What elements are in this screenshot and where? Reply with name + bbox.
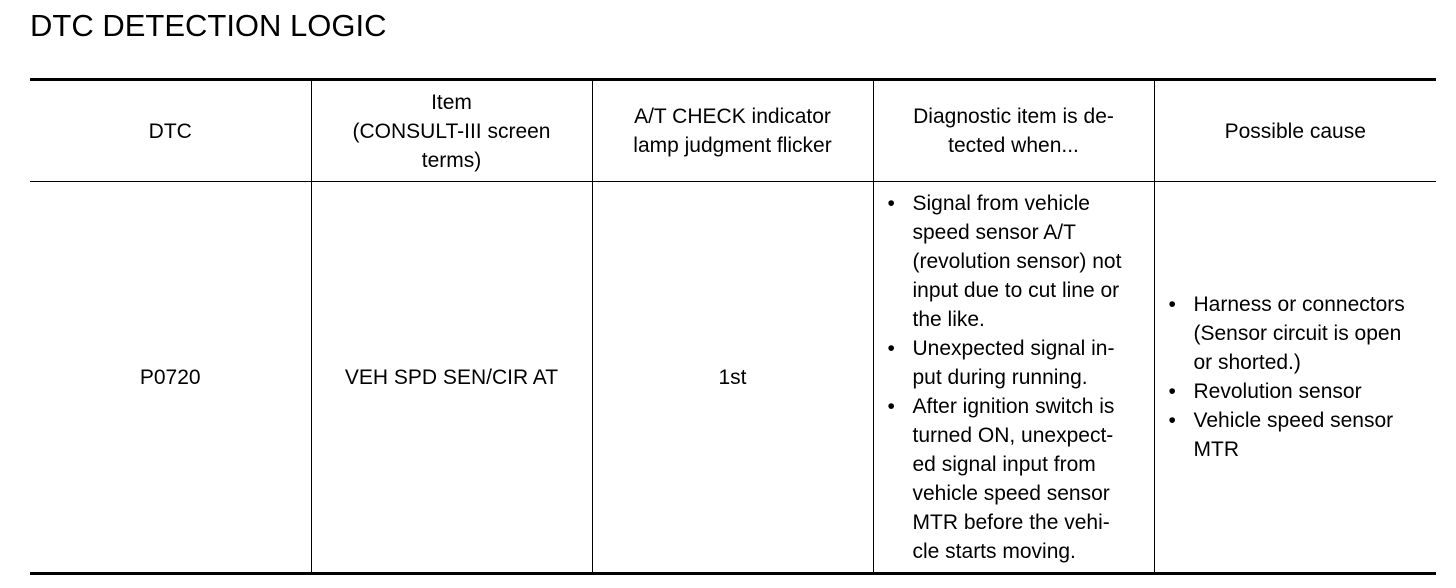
header-item-line: Item — [431, 90, 472, 114]
cell-flicker: 1st — [592, 182, 873, 574]
header-dtc — [30, 80, 311, 182]
possible-cause-list — [1155, 290, 1437, 464]
bullet-icon: • — [1168, 293, 1176, 316]
bullet-icon: • — [1168, 409, 1176, 432]
header-row — [30, 80, 1436, 182]
header-flicker — [592, 80, 873, 182]
list-item-line: vehicle speed sensor — [912, 481, 1110, 505]
list-item-line: After ignition switch is — [912, 394, 1115, 418]
list-item-line: cle starts moving. — [912, 539, 1076, 563]
page-title: DTC DETECTION LOGIC — [30, 8, 387, 43]
list-item-line: Revolution sensor — [1193, 380, 1362, 403]
header-flicker-line: lamp judgment flicker — [633, 134, 832, 157]
list-item — [874, 392, 1154, 566]
list-item-line: (Sensor circuit is open — [1193, 322, 1402, 345]
header-item-line: (CONSULT-III screen — [352, 119, 551, 143]
list-item-line: turned ON, unexpect- — [912, 423, 1114, 447]
list-item — [1155, 377, 1437, 406]
list-item-line: MTR — [1193, 438, 1239, 461]
header-dtc-line: DTC — [148, 119, 192, 143]
list-item-line: ed signal input from — [912, 452, 1096, 476]
list-item-line: MTR before the vehi- — [912, 510, 1110, 534]
bullet-icon: • — [887, 336, 895, 360]
list-item — [1155, 290, 1437, 377]
list-item-line: input due to cut line or — [912, 278, 1120, 302]
list-item-line: Harness or connectors — [1193, 293, 1405, 316]
list-item-line: Vehicle speed sensor — [1193, 409, 1394, 432]
header-detected-line: Diagnostic item is de- — [913, 105, 1114, 128]
list-item-line: put during running. — [912, 365, 1088, 389]
list-item-line: (revolution sensor) not — [912, 249, 1122, 273]
table-row — [30, 182, 1436, 574]
header-flicker-line: A/T CHECK indicator — [634, 105, 831, 128]
header-cause-line: Possible cause — [1224, 119, 1366, 143]
list-item-line: Unexpected signal in- — [912, 336, 1115, 360]
list-item — [874, 334, 1154, 392]
cell-item: VEH SPD SEN/CIR AT — [311, 182, 592, 574]
header-possible-cause — [1154, 80, 1436, 182]
header-item — [311, 80, 592, 182]
list-item — [1155, 406, 1437, 464]
header-detected-when — [873, 80, 1154, 182]
cell-dtc: P0720 — [30, 182, 311, 574]
bullet-icon: • — [887, 191, 895, 215]
list-item-line: or shorted.) — [1193, 351, 1301, 374]
header-detected-line: tected when... — [948, 134, 1079, 157]
cell-possible-cause — [1154, 182, 1436, 574]
list-item-line: the like. — [912, 307, 985, 331]
cell-detected-when — [873, 182, 1154, 574]
dtc-detection-table — [30, 78, 1436, 575]
bullet-icon: • — [1168, 380, 1176, 403]
list-item-line: speed sensor A/T — [912, 220, 1076, 244]
header-item-line: terms) — [421, 148, 482, 172]
bullet-icon: • — [887, 394, 895, 418]
list-item-line: Signal from vehicle — [912, 191, 1090, 215]
list-item — [874, 189, 1154, 334]
detected-when-list — [874, 189, 1154, 566]
